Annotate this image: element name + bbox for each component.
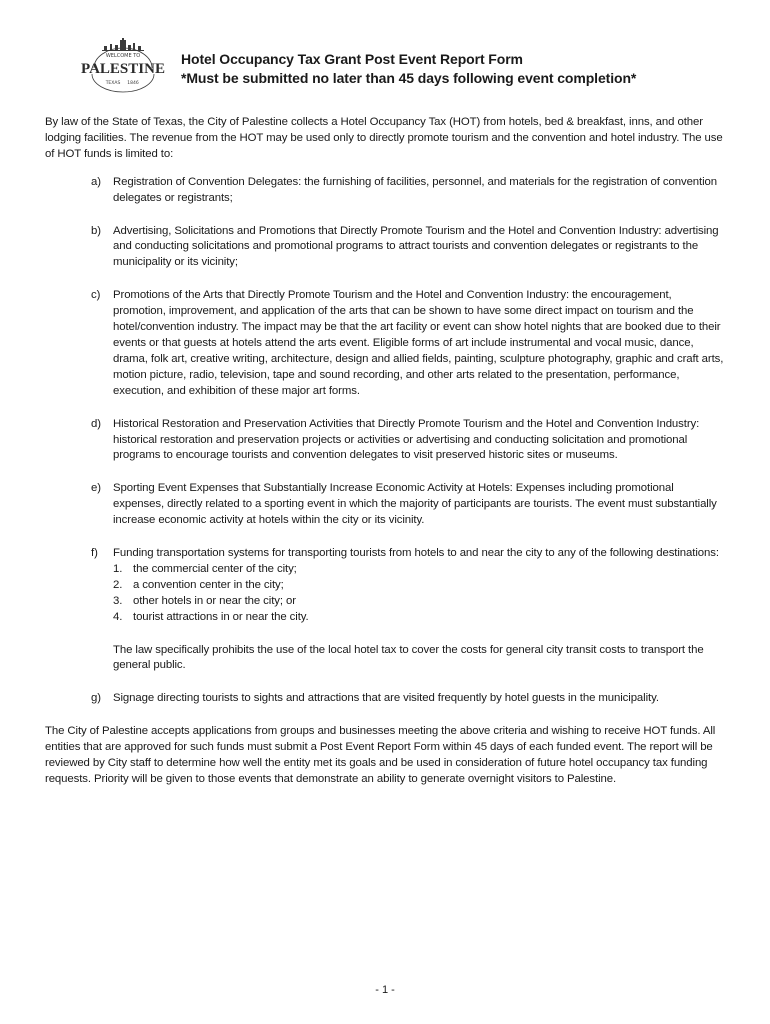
page-subtitle: *Must be submitted no later than 45 days following event completion* [181, 70, 637, 86]
city-of-palestine-logo [80, 38, 166, 94]
list-marker: f) [91, 547, 98, 560]
list-item-text: Advertising, Solicitations and Promotions that Directly Promote Tourism and the Hotel and Convention Industry: advertising and conducting solicitations and promotional programs to attract tourists and convention delegates or registrants to the municipality or its vicinity; [113, 224, 719, 269]
logo-state: TEXAS [105, 81, 121, 86]
logo-name: PALESTINE [81, 61, 165, 77]
list-item-a [45, 175, 725, 207]
city-skyline-icon [80, 38, 166, 94]
destination-text: tourist attractions in or near the city. [133, 610, 309, 623]
destination-text: other hotels in or near the city; or [133, 594, 296, 607]
list-item-text: Promotions of the Arts that Directly Promote Tourism and the Hotel and Convention Industry: the encouragement, promotion, improvement, and application of the arts that can be shown to have some direct impact on tourism and the hotel/convention industry. The impact may be that the art facility or event can show hotel nights that are booked due to their events or that guests at hotels attend the arts event. Eligible forms of art include instrumental and vocal music, dance, drama, folk art, creative writing, architecture, design and allied fields, painting, sculpture photography, graphic and craft arts, motion picture, radio, television, tape and sound recording, and other arts related to the presentation, performance, execution, and exhibition of these major art forms. [113, 289, 724, 397]
destination-item [113, 562, 725, 578]
list-marker: c) [91, 289, 101, 302]
list-marker: b) [91, 224, 101, 237]
destination-item [113, 578, 725, 594]
destination-item [113, 610, 725, 626]
destination-item [113, 594, 725, 610]
destinations-list [113, 562, 725, 626]
list-item-text: Funding transportation systems for transporting tourists from hotels to and near the city to any of the following destinations: [113, 547, 719, 560]
list-marker: a) [91, 175, 101, 188]
closing-paragraph: The City of Palestine accepts applications from groups and businesses meeting the above criteria and wishing to receive HOT funds. All entities that are approved for such funds must submit a Post Event Report Form within 45 days of each funded event. The report will be reviewed by City staff to determine how well the entity met its goals and be used in consideration of future hotel occupancy tax funding requests. Priority will be given to those events that demonstrate an ability to generate overnight visitors to Palestine. [45, 725, 716, 785]
destination-text: a convention center in the city; [133, 578, 284, 591]
list-item-g [45, 691, 725, 707]
list-item-b [45, 224, 725, 272]
list-marker: g) [91, 692, 101, 705]
logo-year: 1846 [127, 81, 139, 86]
transit-prohibition-note: The law specifically prohibits the use of the local hotel tax to cover the costs for general city transit costs to transport the general public. [113, 643, 704, 672]
page-number: - 1 - [375, 984, 395, 996]
logo-top-text: WELCOME TO [105, 53, 141, 59]
list-marker: e) [91, 482, 101, 495]
destination-number: 2. [113, 578, 123, 591]
list-marker: d) [91, 417, 101, 430]
list-item-f [45, 546, 725, 674]
list-item-text: Signage directing tourists to sights and attractions that are visited frequently by hotel guests in the municipality. [113, 692, 659, 705]
destination-number: 4. [113, 610, 123, 623]
header-titles [181, 50, 636, 88]
page-title: Hotel Occupancy Tax Grant Post Event Report Form [181, 51, 523, 67]
list-item-c [45, 288, 725, 399]
destination-number: 3. [113, 594, 123, 607]
list-item-text: Sporting Event Expenses that Substantially Increase Economic Activity at Hotels: Expenses including promotional expenses, directly related to a sporting event in which the majority of participants are tourists. The event must substantially increase economic activity at hotels within the city or its vicinity. [113, 482, 717, 527]
intro-paragraph: By law of the State of Texas, the City of Palestine collects a Hotel Occupancy Tax (HOT) from hotels, bed & breakfast, inns, and other lodging facilities. The revenue from the HOT may be used only to directly promote tourism and the convention and hotel industry. The use of HOT funds is limited to: [45, 116, 723, 160]
list-item-text: Registration of Convention Delegates: the furnishing of facilities, personnel, and materials for the registration of convention delegates or registrants; [113, 175, 718, 204]
document-body [45, 115, 725, 788]
destination-text: the commercial center of the city; [133, 562, 297, 575]
list-item-d [45, 417, 725, 465]
list-item-e [45, 481, 725, 529]
destination-number: 1. [113, 562, 123, 575]
list-item-text: Historical Restoration and Preservation Activities that Directly Promote Tourism and the Hotel and Convention Industry: historical restoration and preservation projects or activities or advertising and conducting solicitation and promotional programs to encourage tourists and convention delegates to visit preserved historic sites or museums. [113, 417, 700, 462]
page-header [80, 38, 740, 94]
